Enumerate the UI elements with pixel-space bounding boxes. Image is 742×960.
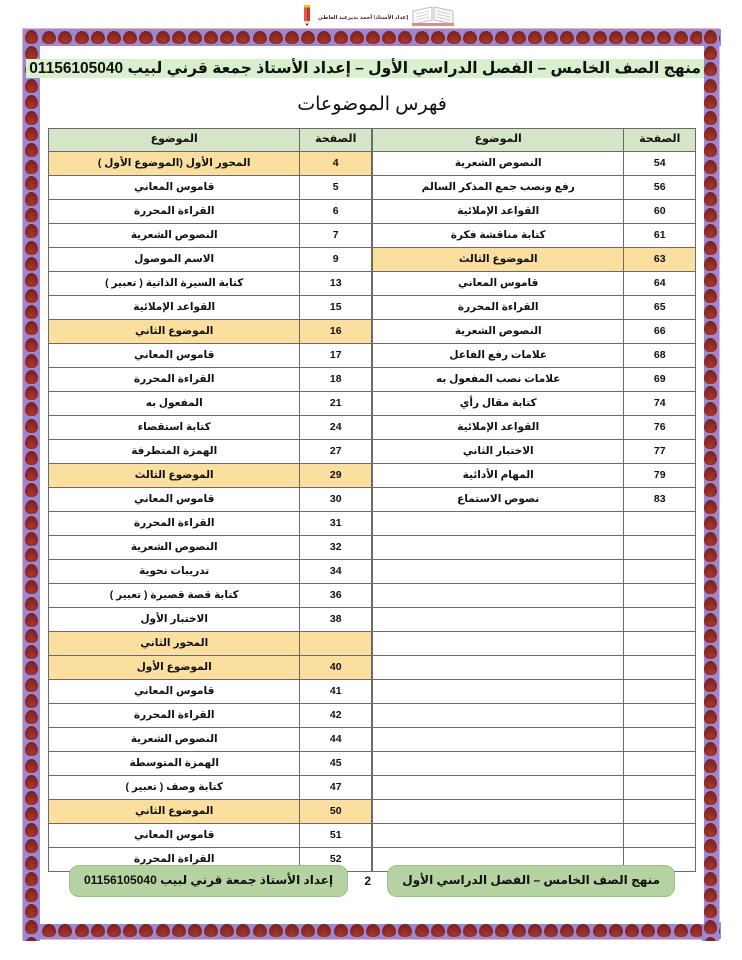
cell-topic (373, 799, 624, 823)
cell-topic (373, 823, 624, 847)
cell-topic: رفع ونصب جمع المذكر السالم (373, 175, 624, 199)
cell-topic: القراءة المحررة (49, 703, 300, 727)
table-row (373, 295, 696, 319)
table-header-row (49, 128, 372, 151)
logo-caption: إعداد الأستاذ/ أحمد بديرعبد العاطي (317, 15, 409, 21)
table-row (49, 439, 372, 463)
cell-topic: المفعول به (49, 391, 300, 415)
cell-page: 64 (624, 271, 696, 295)
cell-topic: نصوص الاستماع (373, 487, 624, 511)
cell-topic: قاموس المعاني (49, 679, 300, 703)
table-header-row (373, 128, 696, 151)
table-row (373, 391, 696, 415)
cell-page: 36 (300, 583, 372, 607)
cell-topic: القواعد الإملائية (49, 295, 300, 319)
cell-topic: المحور الأول (الموضوع الأول ) (49, 151, 300, 175)
cell-page: 63 (624, 247, 696, 271)
page-footer (57, 856, 687, 906)
cell-page: 74 (624, 391, 696, 415)
table-row (49, 463, 372, 487)
table-row (373, 751, 696, 775)
cell-page: 27 (300, 439, 372, 463)
cell-topic: الاختبار الثاني (373, 439, 624, 463)
column-header-page: الصفحة (300, 128, 372, 151)
cell-page: 40 (300, 655, 372, 679)
cell-topic (373, 655, 624, 679)
logo-group (299, 2, 455, 28)
cell-topic: الموضوع الثالث (49, 463, 300, 487)
cell-page: 15 (300, 295, 372, 319)
table-row (49, 343, 372, 367)
cell-topic: كتابة مقال رأي (373, 391, 624, 415)
cell-topic: علامات نصب المفعول به (373, 367, 624, 391)
cell-topic: قاموس المعاني (49, 343, 300, 367)
table-row (373, 343, 696, 367)
cell-topic: القراءة المحررة (49, 199, 300, 223)
table-row (49, 703, 372, 727)
document-logo (0, 0, 742, 30)
cell-page: 56 (624, 175, 696, 199)
cell-page (624, 799, 696, 823)
cell-topic (373, 583, 624, 607)
cell-page: 32 (300, 535, 372, 559)
table-row (49, 415, 372, 439)
cell-page: 79 (624, 463, 696, 487)
cell-page: 29 (300, 463, 372, 487)
table-row (49, 175, 372, 199)
table-row (373, 535, 696, 559)
cell-topic: النصوص الشعرية (373, 151, 624, 175)
cell-topic: كتابة مناقشة فكرة (373, 223, 624, 247)
cell-topic: الاختبار الأول (49, 607, 300, 631)
column-header-page: الصفحة (624, 128, 696, 151)
table-row (373, 655, 696, 679)
table-row (373, 727, 696, 751)
table-row (49, 535, 372, 559)
cell-page (624, 535, 696, 559)
cell-page: 30 (300, 487, 372, 511)
table-row (373, 199, 696, 223)
cell-page (624, 511, 696, 535)
table-row (373, 247, 696, 271)
table-row (373, 223, 696, 247)
cell-page: 6 (300, 199, 372, 223)
cell-topic (373, 631, 624, 655)
cell-topic: قاموس المعاني (49, 175, 300, 199)
cell-page: 47 (300, 775, 372, 799)
table-row (373, 607, 696, 631)
cell-page (624, 823, 696, 847)
cell-page: 51 (300, 823, 372, 847)
table-row (373, 415, 696, 439)
open-book-icon (411, 2, 455, 28)
cell-page (624, 583, 696, 607)
scallop-pattern-right (702, 29, 719, 941)
table-row (373, 703, 696, 727)
cell-topic: كتابة السيرة الذاتية ( تعبير ) (49, 271, 300, 295)
table-row (373, 271, 696, 295)
table-row (373, 439, 696, 463)
cell-page: 76 (624, 415, 696, 439)
cell-page (624, 775, 696, 799)
cell-page: 34 (300, 559, 372, 583)
cell-page: 4 (300, 151, 372, 175)
table-row (373, 775, 696, 799)
table-row (49, 271, 372, 295)
table-row (49, 751, 372, 775)
table-row (49, 199, 372, 223)
cell-topic (373, 751, 624, 775)
table-row (49, 247, 372, 271)
cell-page: 44 (300, 727, 372, 751)
cell-topic (373, 559, 624, 583)
table-row (373, 151, 696, 175)
border-band-top (23, 29, 721, 46)
table-row (49, 655, 372, 679)
border-band-bottom (23, 922, 721, 939)
cell-topic: القواعد الإملائية (373, 199, 624, 223)
cell-page: 31 (300, 511, 372, 535)
cell-topic (373, 703, 624, 727)
cell-page (624, 727, 696, 751)
cell-page: 50 (300, 799, 372, 823)
page-number: 2 (364, 874, 372, 888)
cell-topic: النصوص الشعرية (49, 535, 300, 559)
cell-topic: الهمزة المتطرفة (49, 439, 300, 463)
cell-topic: الموضوع الأول (49, 655, 300, 679)
cell-page: 69 (624, 367, 696, 391)
table-row (49, 727, 372, 751)
table-row (49, 391, 372, 415)
cell-page: 17 (300, 343, 372, 367)
table-row (373, 319, 696, 343)
cell-topic: القراءة المحررة (49, 511, 300, 535)
table-row (49, 223, 372, 247)
cell-topic: القراءة المحررة (49, 847, 300, 871)
cell-topic: القراءة المحررة (373, 295, 624, 319)
cell-topic (373, 679, 624, 703)
cell-page: 18 (300, 367, 372, 391)
cell-topic (373, 727, 624, 751)
cell-page: 77 (624, 439, 696, 463)
table-row (373, 559, 696, 583)
table-row (49, 607, 372, 631)
cell-topic: قاموس المعاني (49, 823, 300, 847)
cell-page: 21 (300, 391, 372, 415)
cell-page: 65 (624, 295, 696, 319)
table-row (373, 679, 696, 703)
cell-topic: القراءة المحررة (49, 367, 300, 391)
cell-topic: كتابة قصة قصيرة ( تعبير ) (49, 583, 300, 607)
cell-page: 13 (300, 271, 372, 295)
header-banner (29, 60, 704, 79)
cell-page (624, 631, 696, 655)
cell-page (624, 559, 696, 583)
cell-topic: قاموس المعاني (49, 487, 300, 511)
column-header-topic: الموضوع (49, 128, 300, 151)
column-header-topic: الموضوع (373, 128, 624, 151)
page-content (29, 46, 704, 924)
scallop-pattern-left (23, 29, 40, 941)
cell-topic: النصوص الشعرية (49, 727, 300, 751)
cell-topic: تدريبات نحوية (49, 559, 300, 583)
cell-page (624, 679, 696, 703)
scallop-pattern-top (23, 29, 721, 46)
cell-topic: النصوص الشعرية (373, 319, 624, 343)
table-row (373, 463, 696, 487)
cell-page: 54 (624, 151, 696, 175)
cell-page: 24 (300, 415, 372, 439)
cell-topic: الموضوع الثالث (373, 247, 624, 271)
table-row (49, 559, 372, 583)
table-row (49, 367, 372, 391)
page-title: فهرس الموضوعات (297, 93, 447, 115)
toc-body-left (373, 151, 696, 871)
cell-topic: الموضوع الثاني (49, 319, 300, 343)
table-row (49, 487, 372, 511)
page-frame (22, 28, 720, 940)
cell-page: 45 (300, 751, 372, 775)
toc-table-left (372, 128, 696, 872)
cell-topic: كتابة وصف ( تعبير ) (49, 775, 300, 799)
toc-body-right (49, 151, 372, 871)
cell-page: 61 (624, 223, 696, 247)
cell-page: 38 (300, 607, 372, 631)
cell-page: 60 (624, 199, 696, 223)
cell-topic: الاسم الموصول (49, 247, 300, 271)
cell-page (300, 631, 372, 655)
cell-topic: قاموس المعاني (373, 271, 624, 295)
table-row (49, 583, 372, 607)
toc-table-right (48, 128, 372, 872)
cell-topic: النصوص الشعرية (49, 223, 300, 247)
table-row (373, 799, 696, 823)
table-row (373, 367, 696, 391)
table-row (373, 631, 696, 655)
cell-page: 83 (624, 487, 696, 511)
cell-topic (373, 775, 624, 799)
table-row (49, 631, 372, 655)
table-row (373, 487, 696, 511)
table-row (49, 295, 372, 319)
cell-topic: المهام الأدائية (373, 463, 624, 487)
toc-tables (40, 128, 704, 872)
cell-topic: القواعد الإملائية (373, 415, 624, 439)
table-row (373, 823, 696, 847)
table-row (49, 823, 372, 847)
cell-topic: الموضوع الثاني (49, 799, 300, 823)
cell-topic: كتابة استقصاء (49, 415, 300, 439)
table-row (49, 511, 372, 535)
cell-page: 5 (300, 175, 372, 199)
scallop-pattern-bottom (23, 922, 721, 939)
table-row (373, 511, 696, 535)
header-banner-text: منهج الصف الخامس – الفصل الدراسي الأول – إعداد الأستاذ جمعة قرني لبيب 01156105040 (26, 59, 704, 78)
footer-pill-left: إعداد الأستاذ جمعة قرني لبيب 01156105040 (69, 865, 348, 896)
pencil-icon (299, 4, 315, 28)
footer-pill-right: منهج الصف الخامس – الفصل الدراسي الأول (387, 865, 675, 896)
cell-page: 9 (300, 247, 372, 271)
cell-page (624, 703, 696, 727)
table-row (49, 679, 372, 703)
table-row (373, 583, 696, 607)
table-row (373, 175, 696, 199)
cell-topic (373, 511, 624, 535)
cell-page: 42 (300, 703, 372, 727)
cell-topic: علامات رفع الفاعل (373, 343, 624, 367)
table-row (49, 151, 372, 175)
cell-topic: المحور الثاني (49, 631, 300, 655)
cell-page: 7 (300, 223, 372, 247)
border-band-left (23, 29, 40, 941)
cell-page: 41 (300, 679, 372, 703)
table-row (49, 799, 372, 823)
border-band-right (702, 29, 719, 941)
cell-topic (373, 607, 624, 631)
cell-topic (373, 535, 624, 559)
cell-page (624, 655, 696, 679)
table-row (49, 775, 372, 799)
cell-page: 16 (300, 319, 372, 343)
table-row (49, 319, 372, 343)
cell-topic: الهمزة المتوسطة (49, 751, 300, 775)
cell-page: 66 (624, 319, 696, 343)
cell-page (624, 607, 696, 631)
cell-page: 68 (624, 343, 696, 367)
cell-page (624, 751, 696, 775)
cell-page: 52 (300, 847, 372, 871)
